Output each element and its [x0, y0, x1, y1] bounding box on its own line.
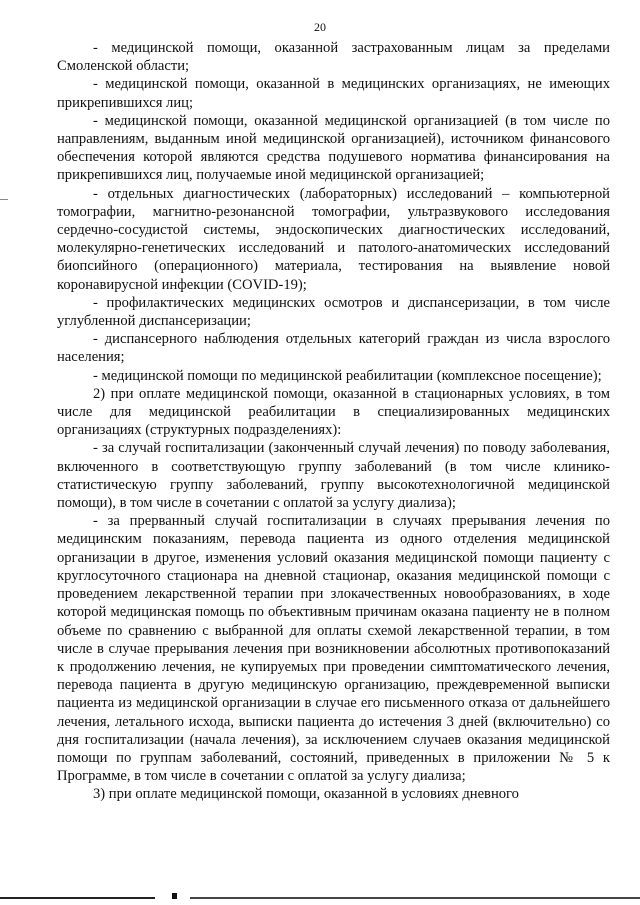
paragraph-7: - медицинской помощи по медицинской реабилитации (комплексное посещение);	[93, 367, 602, 384]
scan-edge-mark	[0, 199, 8, 200]
page-number: 20	[314, 20, 326, 34]
paragraph-6: - диспансерного наблюдения отдельных категорий граждан из числа взрослого населения;	[57, 331, 610, 366]
scan-bottom-rule	[0, 897, 155, 899]
paragraph-11: 3) при оплате медицинской помощи, оказанной в условиях дневного	[93, 786, 519, 803]
paragraph-5: - профилактических медицинских осмотров и диспансеризации, в том числе углубленной диспансеризации;	[57, 294, 610, 330]
paragraph-2: - медицинской помощи, оказанной в медицинских организациях, не имеющих прикрепившихся лиц;	[57, 76, 610, 111]
paragraph-8: 2) при оплате медицинской помощи, оказанной в стационарных условиях, в том числе для медицинской реабилитации в специализированных медицинских организациях (структурных подразделениях):	[57, 385, 610, 439]
paragraph-9: - за случай госпитализации (законченный случай лечения) по поводу заболевания, включенного в соответствующую группу заболеваний (в том числе клинико-статистическую группу заболеваний, группу высокотехнологичной медицинской помощи), в том числе в сочетании с оплатой за услугу диализа);	[57, 440, 610, 512]
scan-bottom-dot	[172, 893, 177, 899]
document-body	[57, 39, 610, 804]
paragraph-10: - за прерванный случай госпитализации в случаях прерывания лечения по медицинским показаниям, перевода пациента из одного отделения медицинской организации в другое, изменения условий оказания медицинской помощи пациенту с круглосуточного стационара на дневной стационар, оказания медицинской помощи с проведением лекарственной терапии при злокачественных новообразованиях, в ходе которой медицинская помощь по объективным причинам оказана пациенту не в полном объеме по сравнению с выбранной для оплаты схемой лекарственной терапии, в том числе в случае прерывания лечения при возникновении абсолютных противопоказаний к продолжению лечения, не купируемых при проведении симптоматического лечения, перевода пациента в другую медицинскую организацию, преждевременной выписки пациента из медицинской организации в случае его письменного отказа от дальнейшего лечения, летального исхода, выписки пациента до истечения 3 дней (включительно) со дня госпитализации (начала лечения), за исключением случаев оказания медицинской помощи по группам заболеваний, состояний, приведенных в приложении № 5 к Программе, в том числе в сочетании с оплатой за услугу диализа;	[57, 513, 610, 785]
paragraph-1: - медицинской помощи, оказанной застрахованным лицам за пределами Смоленской области;	[57, 40, 610, 75]
scan-bottom-rule-right	[190, 897, 640, 899]
paragraph-3: - медицинской помощи, оказанной медицинской организацией (в том числе по направлениям, выданным иной медицинской организацией), источником финансового обеспечения которой являются средства подушевого норматива финансирования на прикрепившихся лиц, получаемые иной медицинской организацией;	[57, 112, 610, 184]
paragraph-4: - отдельных диагностических (лабораторных) исследований – компьютерной томографии, магнитно-резонансной томографии, ультразвукового исследования сердечно-сосудистой системы, эндоскопических диагностических исследований, молекулярно-генетических исследований и патолого-анатомических исследований биопсийного (операционного) материала, тестирования на выявление новой коронавирусной инфекции (COVID-19);	[57, 185, 610, 293]
